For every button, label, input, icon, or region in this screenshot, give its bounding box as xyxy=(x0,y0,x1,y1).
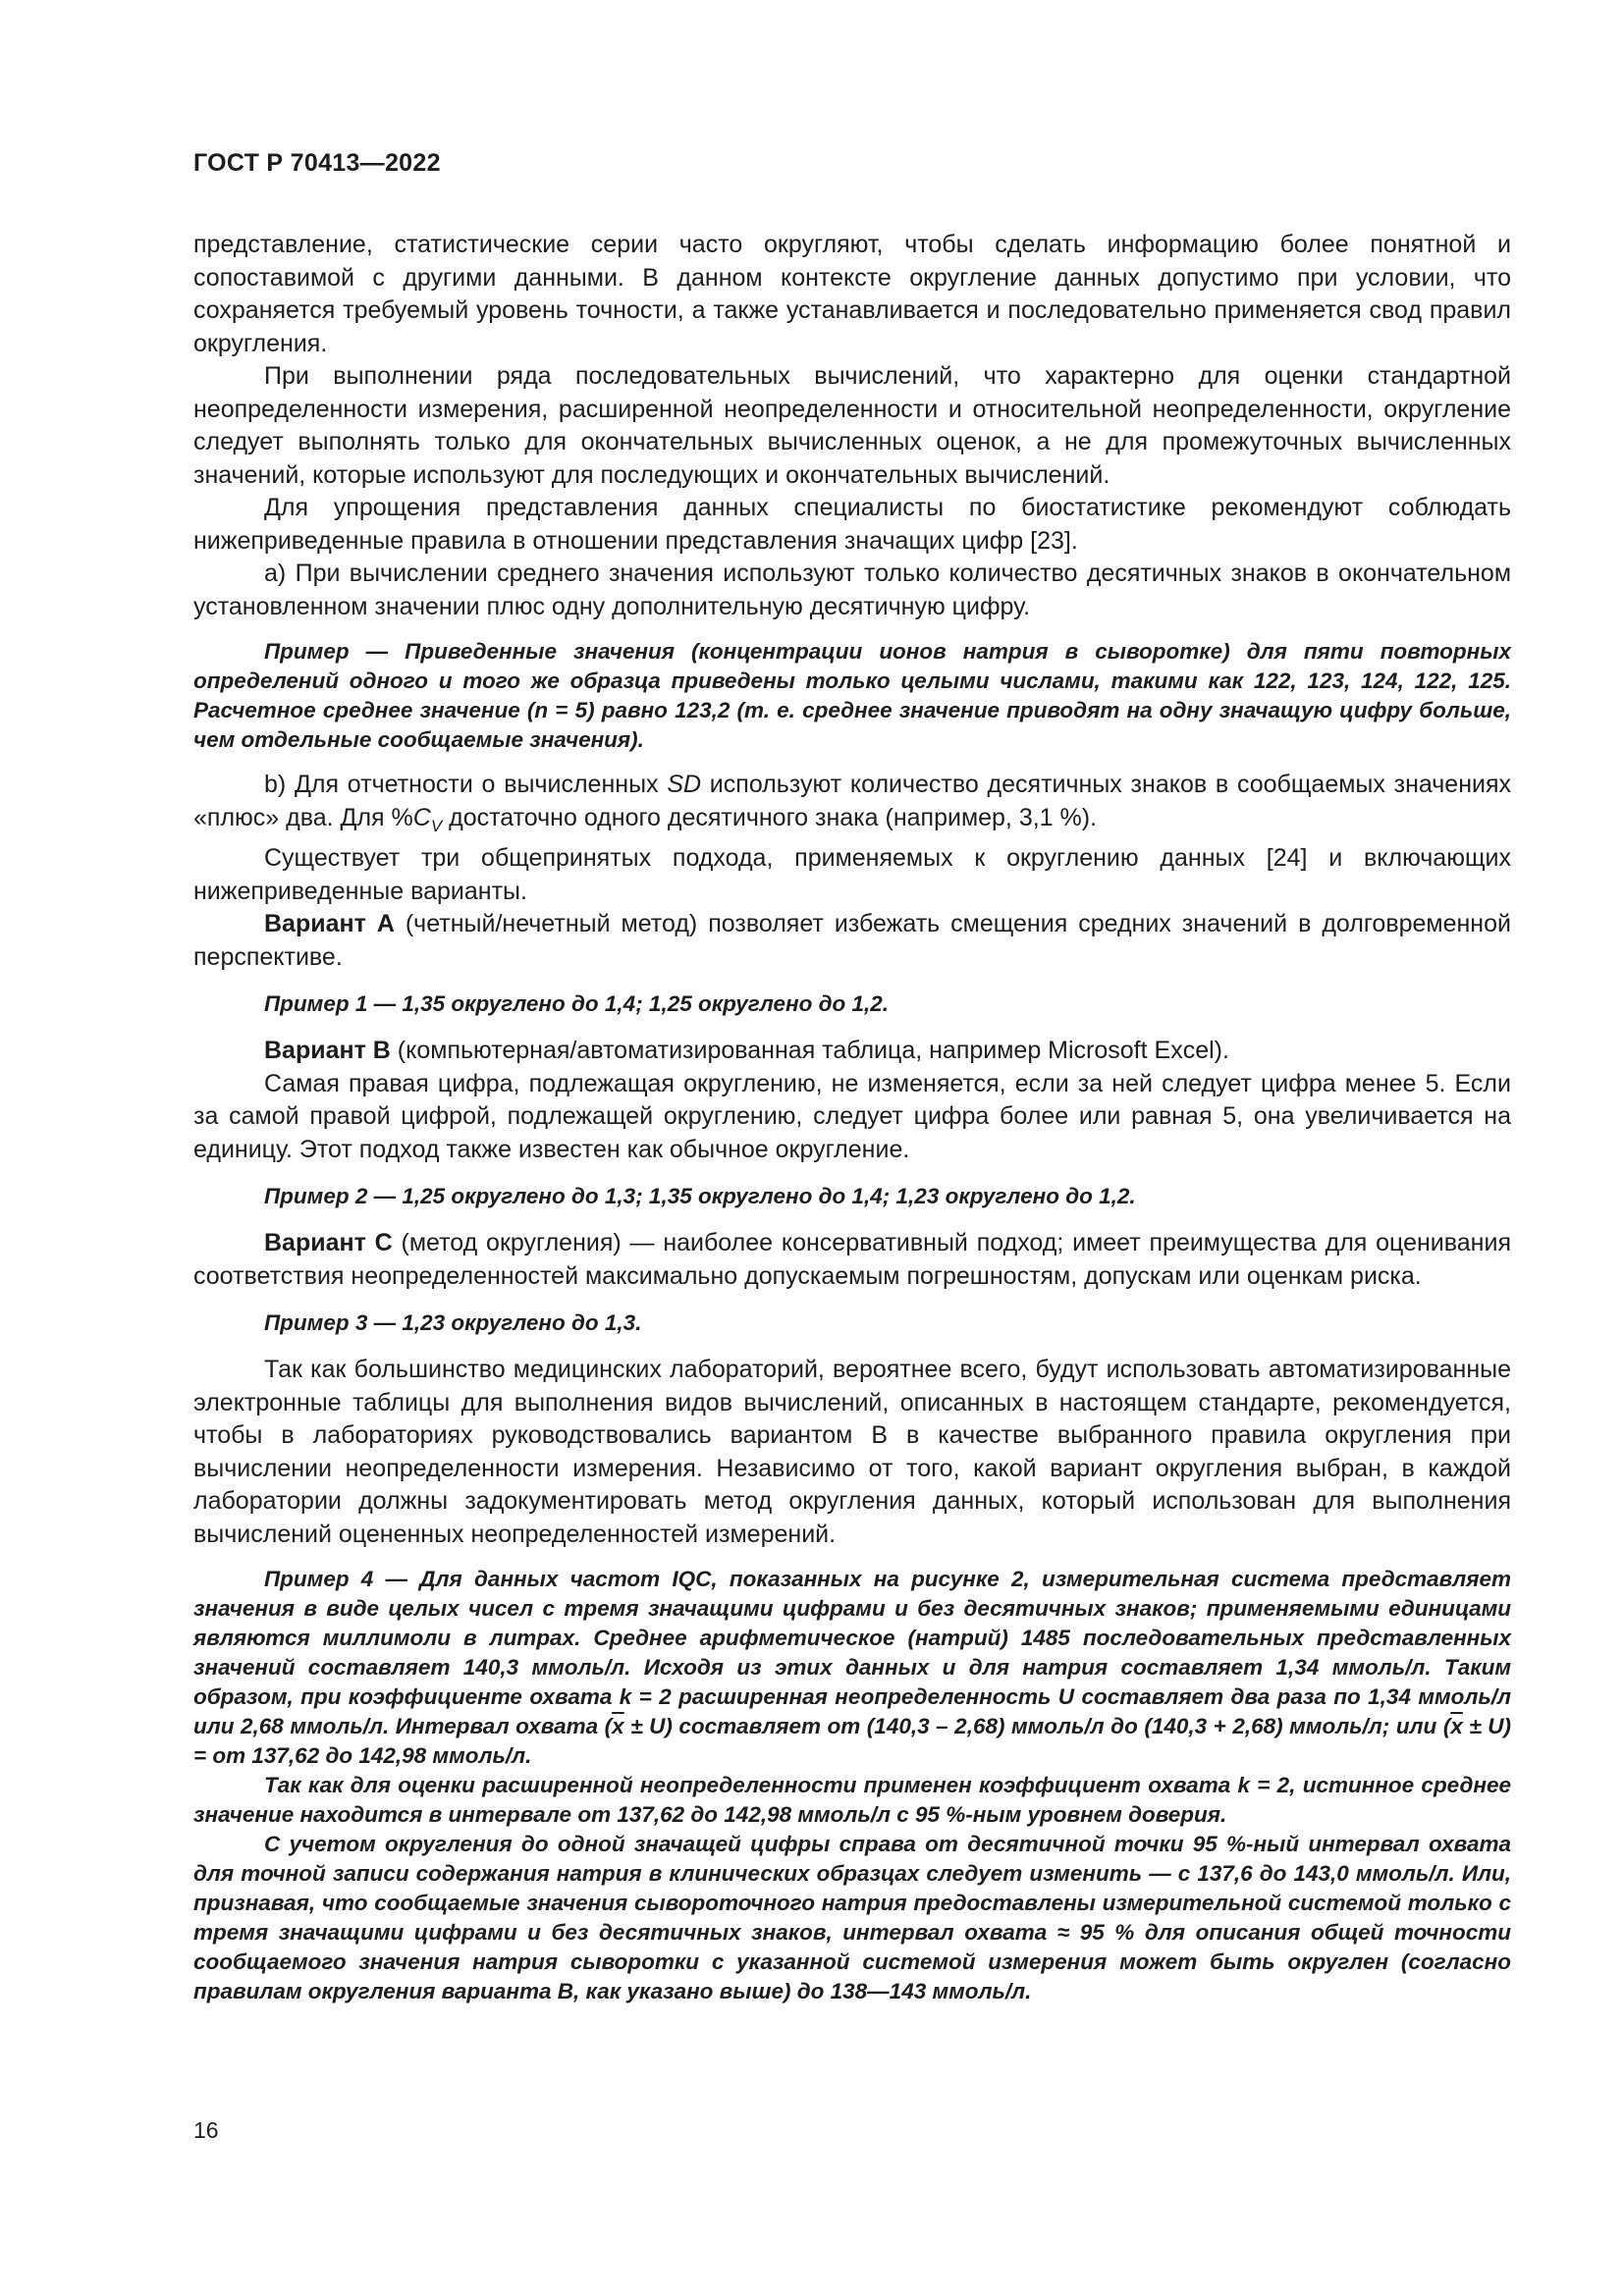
variant-c-label: Вариант С xyxy=(264,1229,393,1256)
rule-b xyxy=(193,769,1511,842)
example-4-text-3: ± U) = от 137,62 до 142,98 ммоль/л. xyxy=(193,1714,1511,1768)
page-number: 16 xyxy=(193,2117,219,2143)
sd-term: SD xyxy=(667,771,702,798)
example-3: Пример 3 — 1,23 округлено до 1,3. xyxy=(264,1310,642,1335)
rule-b-text-2: используют количество десятичных знаков в сообщаемых значениях «плюс» два. Для % xyxy=(193,771,1512,831)
document-body xyxy=(193,229,1511,2006)
rule-b-text-3: достаточно одного десятичного знака (например, 3,1 %). xyxy=(442,803,1098,831)
x-bar-symbol-2: $\overline{x}$ xyxy=(1450,1714,1463,1738)
cv-symbol: C xyxy=(412,803,431,831)
variant-c-text: (метод округления) — наиболее консервативный подход; имеет преимущества для оценивания соответствия неопределенностей максимально допускаемым погрешностям, допускам или оценкам риска. xyxy=(193,1229,1511,1290)
variant-b-label: Вариант В xyxy=(264,1037,391,1064)
cv-subscript: V xyxy=(430,816,443,835)
example-4-text-2: ± U) составляет от (140,3 – 2,68) ммоль/л до (140,3 + 2,68) ммоль/л; или ( xyxy=(623,1714,1451,1738)
paragraph-1: представление, статистические серии часто округляют, чтобы сделать информацию более понятной и сопоставимой с другими данными. В данном контексте округление данных допустимо при условии, что сохраняется требуемый уровень точности, а также устанавливается и последовательно применяется свод правил округления. xyxy=(193,231,1511,357)
rule-a: a) При вычислении среднего значения используют только количество десятичных знаков в окончательном установленном значении плюс одну дополнительную десятичную цифру. xyxy=(193,560,1511,620)
paragraph-recommendation: Так как большинство медицинских лабораторий, вероятнее всего, будут использовать автоматизированные электронные таблицы для выполнения видов вычислений, описанных в настоящем стандарте, рекомендуется, чтобы в лабораториях руководствовались вариантом В в качестве выбранного правила округления при вычислении неопределенности измерения. Независимо от того, какой вариант округления выбран, в каждой лаборатории должны задокументировать метод округления данных, который использован для выполнения вычислений оцененных неопределенностей измерений. xyxy=(193,1356,1511,1548)
paragraph-3: Для упрощения представления данных специалисты по биостатистике рекомендуют соблюдать нижеприведенные правила в отношении представления значащих цифр [23]. xyxy=(193,494,1511,555)
variant-a-label: Вариант А xyxy=(264,910,395,937)
variant-a-text: (четный/нечетный метод) позволяет избежать смещения средних значений в долговременной перспективе. xyxy=(193,910,1511,971)
rule-b-text-1: b) Для отчетности о вычисленных xyxy=(264,771,668,798)
variant-b xyxy=(193,1035,1511,1068)
variant-c xyxy=(193,1227,1511,1293)
example-2: Пример 2 — 1,25 округлено до 1,3; 1,35 округлено до 1,4; 1,23 округлено до 1,2. xyxy=(264,1184,1136,1208)
example-sodium: Пример — Приведенные значения (концентрации ионов натрия в сыворотке) для пяти повторных определений одного и того же образца приведены только целыми числами, такими как 122, 123, 124, 122, 125. Расчетное среднее значение (n = 5) равно 123,2 (т. е. среднее значение приводят на одну значащую цифру больше, чем отдельные сообщаемые значения). xyxy=(193,639,1511,752)
example-4 xyxy=(193,1565,1511,1771)
variant-b-text: (компьютерная/автоматизированная таблица, например Microsoft Excel). xyxy=(390,1037,1229,1064)
example-4-continuation: Так как для оценки расширенной неопределенности применен коэффициент охвата k = 2, истинное среднее значение находится в интервале от 137,62 до 142,98 ммоль/л с 95 %-ным уровнем доверия. xyxy=(193,1773,1511,1827)
example-4-rounding: С учетом округления до одной значащей цифры справа от десятичной точки 95 %-ный интервал охвата для точной записи содержания натрия в клинических образцах следует изменить — с 137,6 до 143,0 ммоль/л. Или, признавая, что сообщаемые значения сывороточного натрия предоставлены измерительной системой только с тремя значащими цифрами и без десятичных знаков, интервал охвата ≈ 95 % для описания общей точности сообщаемого значения натрия сыворотки с указанной системой измерения может быть округлен (согласно правилам округления варианта В, как указано выше) до 138—143 ммоль/л. xyxy=(193,1832,1511,2003)
variant-a xyxy=(193,908,1511,974)
paragraph-2: При выполнении ряда последовательных вычислений, что характерно для оценки стандартной неопределенности измерения, расширенной неопределенности и относительной неопределенности, округление следует выполнять только для окончательных вычисленных оценок, а не для промежуточных вычисленных значений, которые используют для последующих и окончательных вычислений. xyxy=(193,362,1511,489)
example-1: Пример 1 — 1,35 округлено до 1,4; 1,25 округлено до 1,2. xyxy=(264,991,890,1016)
example-4-text-1: Пример 4 — Для данных частот IQC, показанных на рисунке 2, измерительная система представляет значения в виде целых чисел с тремя значащими цифрами и без десятичных знаков; применяемыми единицами являются миллимоли в литрах. Среднее арифметическое (натрий) 1485 последовательных представленных значений составляет 140,3 ммоль/л. Исходя из этих данных и для натрия составляет 1,34 ммоль/л. Таким образом, при коэффициенте охвата k = 2 расширенная неопределенность U составляет два раза по 1,34 ммоль/л или 2,68 ммоль/л. Интервал охвата ( xyxy=(193,1567,1511,1738)
variant-b-rule: Самая правая цифра, подлежащая округлению, не изменяется, если за ней следует цифра менее 5. Если за самой правой цифрой, подлежащей округлению, следует цифра более или равная 5, она увеличивается на единицу. Этот подход также известен как обычное округление. xyxy=(193,1069,1511,1163)
paragraph-approaches: Существует три общепринятых подхода, применяемых к округлению данных [24] и включающих нижеприведенные варианты. xyxy=(193,844,1511,905)
x-bar-symbol: $\overline{x}$ xyxy=(612,1714,624,1738)
standard-header: ГОСТ Р 70413—2022 xyxy=(193,149,441,177)
